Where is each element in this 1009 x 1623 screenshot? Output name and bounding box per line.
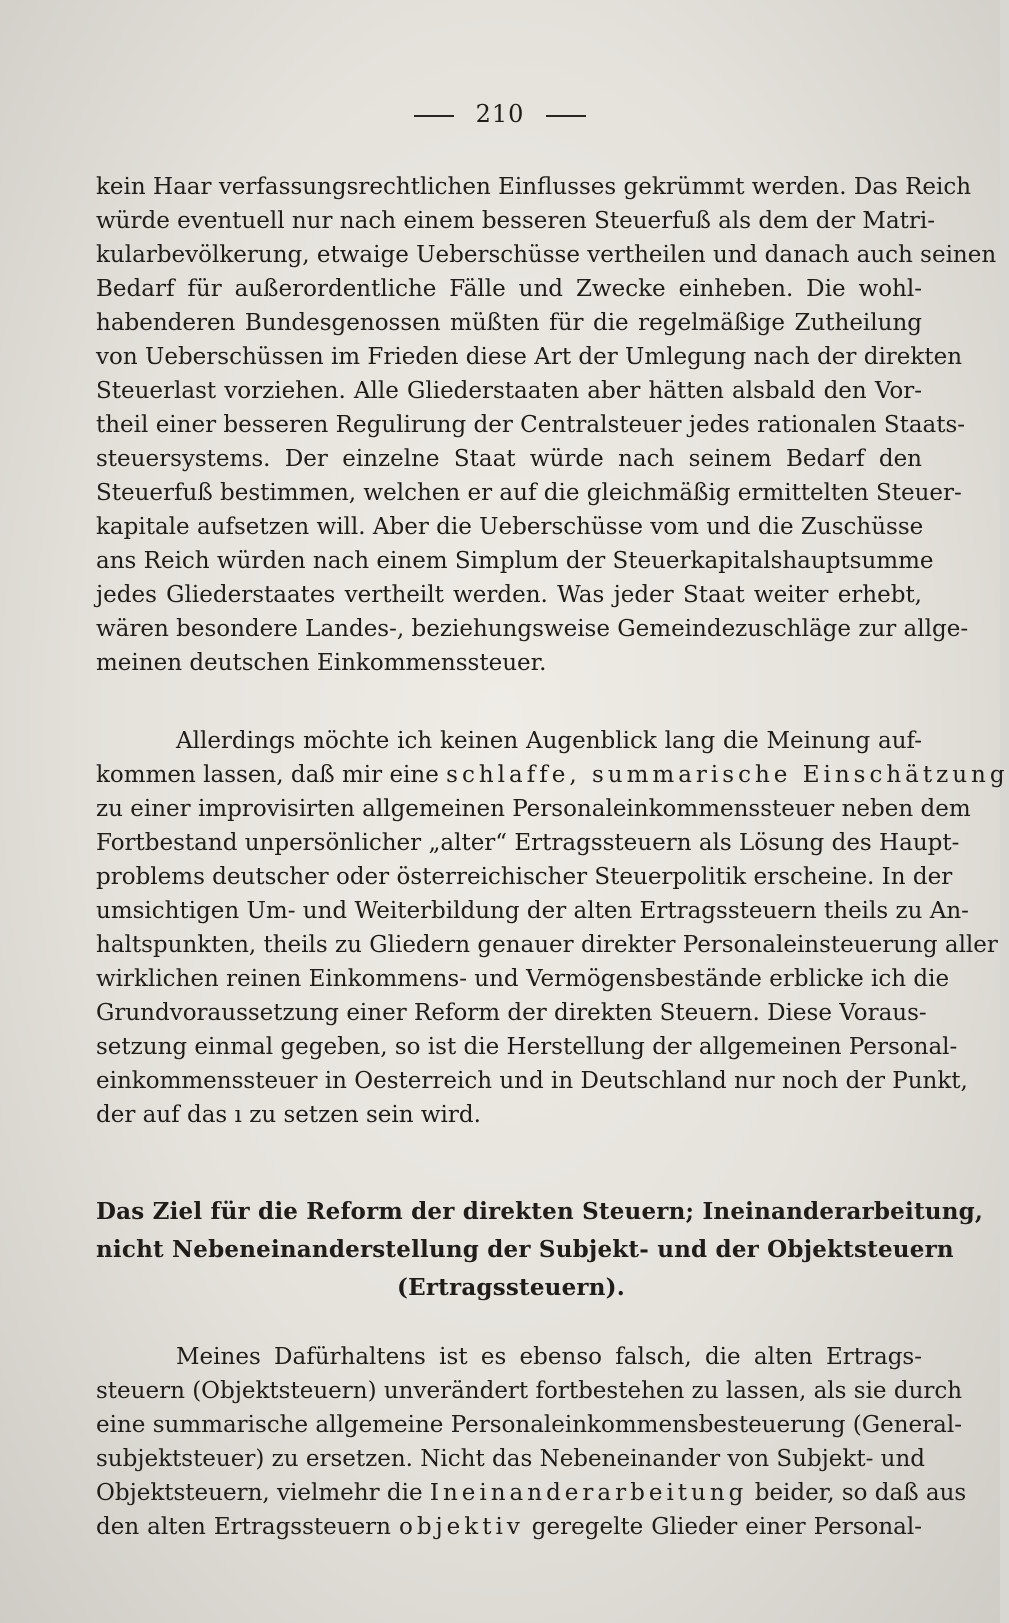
text-line: Fortbestand unpersönlicher „alter“ Ertragssteuern als Lösung des Haupt-: [96, 830, 960, 856]
text-run: den alten Ertragssteuern: [96, 1514, 399, 1540]
section-heading-line: Das Ziel für die Reform der direkten Steuern; Ineinanderarbeitung,: [96, 1198, 984, 1225]
text-line: meinen deutschen Einkommenssteuer.: [96, 650, 547, 676]
page-number: 210: [475, 100, 525, 128]
text-run: Objektsteuern, vielmehr die: [96, 1480, 430, 1506]
text-line: von Ueberschüssen im Frieden diese Art der Umlegung nach der direkten: [96, 344, 963, 370]
text-line: kein Haar verfassungsrechtlichen Einflusses gekrümmt werden. Das Reich: [96, 174, 972, 200]
text-line: Meines Dafürhaltens ist es ebenso falsch, die alten Ertrags-: [176, 1344, 922, 1370]
text-line: Steuerlast vorziehen. Alle Gliederstaaten aber hätten alsbald den Vor-: [96, 378, 922, 404]
dash-right: [546, 115, 586, 117]
text-line: zu einer improvisirten allgemeinen Personaleinkommenssteuer neben dem: [96, 796, 971, 822]
dash-left: [414, 115, 454, 117]
text-run: geregelte Glieder einer Personal-: [523, 1514, 922, 1540]
text-line: Grundvoraussetzung einer Reform der direkten Steuern. Diese Voraus-: [96, 1000, 927, 1026]
text-line: haltspunkten, theils zu Gliedern genauer direkter Personaleinsteuerung aller: [96, 932, 998, 958]
text-line: subjektsteuer) zu ersetzen. Nicht das Nebeneinander von Subjekt- und: [96, 1446, 926, 1472]
text-line: kapitale aufsetzen will. Aber die Ueberschüsse vom und die Zuschüsse: [96, 514, 924, 540]
emphasized-text: schlaffe, summarische Einschätzung: [446, 762, 1009, 788]
text-line: [96, 1512, 922, 1542]
text-line: würde eventuell nur nach einem besseren Steuerfuß als dem der Matri-: [96, 208, 936, 234]
text-line: [96, 1478, 967, 1508]
text-line: eine summarische allgemeine Personaleinkommensbesteuerung (General-: [96, 1412, 962, 1438]
text-line: einkommenssteuer in Oesterreich und in Deutschland nur noch der Punkt,: [96, 1068, 968, 1094]
text-line: wären besondere Landes-, beziehungsweise Gemeindezuschläge zur allge-: [96, 616, 969, 642]
page-number-header: [0, 100, 1000, 128]
text-line: kularbevölkerung, etwaige Ueberschüsse vertheilen und danach auch seinen: [96, 242, 997, 268]
text-line: Allerdings möchte ich keinen Augenblick lang die Meinung auf-: [176, 728, 922, 754]
text-line: Bedarf für außerordentliche Fälle und Zwecke einheben. Die wohl-: [96, 276, 922, 302]
section-heading-line: (Ertragssteuern).: [397, 1274, 625, 1301]
text-line: jedes Gliederstaates vertheilt werden. Was jeder Staat weiter erhebt,: [96, 582, 922, 608]
text-line: steuersystems. Der einzelne Staat würde nach seinem Bedarf den: [96, 446, 922, 472]
text-line: steuern (Objektsteuern) unverändert fortbestehen zu lassen, als sie durch: [96, 1378, 963, 1404]
emphasized-text: Ineinanderarbeitung: [429, 1480, 748, 1506]
text-line: problems deutscher oder österreichischer Steuerpolitik erscheine. In der: [96, 864, 953, 890]
text-line: ans Reich würden nach einem Simplum der Steuerkapitalshauptsumme: [96, 548, 934, 574]
text-line: Steuerfuß bestimmen, welchen er auf die gleichmäßig ermittelten Steuer-: [96, 480, 962, 506]
text-line: [96, 760, 1009, 790]
text-line: setzung einmal gegeben, so ist die Herstellung der allgemeinen Personal-: [96, 1034, 958, 1060]
emphasized-text: objektiv: [398, 1514, 524, 1540]
text-line: der auf das ı zu setzen sein wird.: [96, 1102, 481, 1128]
text-run: beider, so daß aus: [747, 1480, 967, 1506]
text-run: kommen lassen, daß mir eine: [96, 762, 447, 788]
text-line: theil einer besseren Regulirung der Centralsteuer jedes rationalen Staats-: [96, 412, 966, 438]
section-heading-line: nicht Nebeneinanderstellung der Subjekt- und der Objektsteuern: [96, 1236, 954, 1263]
text-line: wirklichen reinen Einkommens- und Vermögensbestände erblicke ich die: [96, 966, 950, 992]
text-line: habenderen Bundesgenossen müßten für die regelmäßige Zutheilung: [96, 310, 922, 336]
text-line: umsichtigen Um- und Weiterbildung der alten Ertragssteuern theils zu An-: [96, 898, 969, 924]
